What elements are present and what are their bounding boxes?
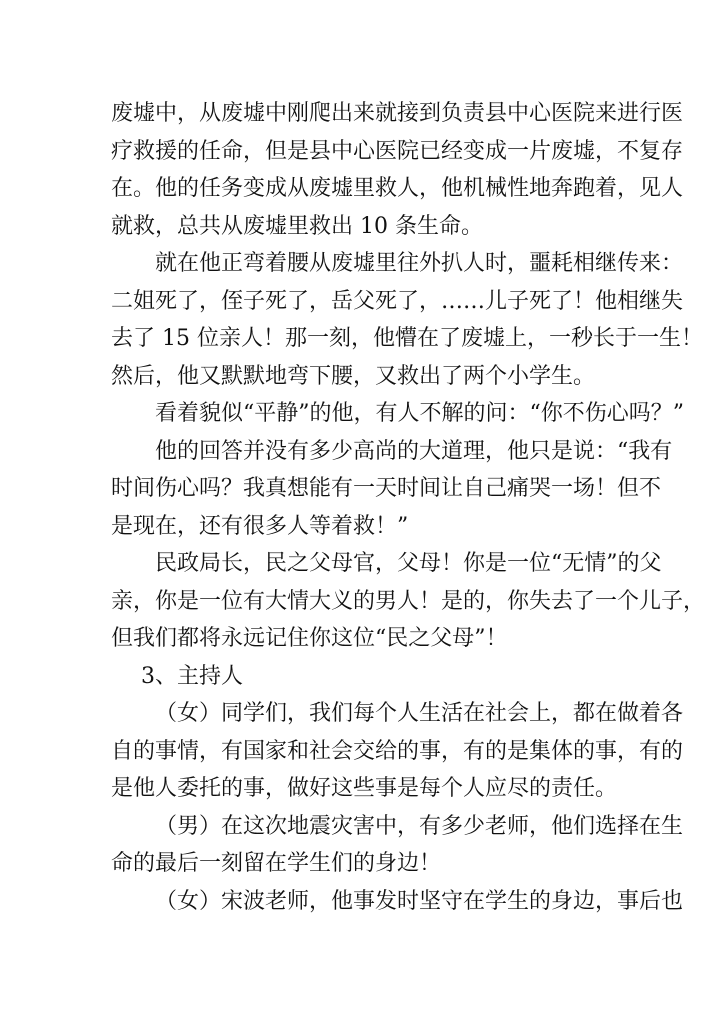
paragraph-line: （女）宋波老师，他事发时坚守在学生的身边，事后也	[155, 888, 684, 914]
paragraph-line: 废墟中，从废墟中刚爬出来就接到负责县中心医院来进行医	[111, 101, 684, 126]
paragraph-line: 就在他正弯着腰从废墟里往外扒人时，噩耗相继传来：	[155, 251, 684, 276]
paragraph-line: 二姐死了，侄子死了，岳父死了，……儿子死了！他相继失	[111, 288, 684, 314]
paragraph-line: 然后，他又默默地弯下腰，又救出了两个小学生。	[111, 363, 596, 389]
paragraph-line: 自的事情，有国家和社会交给的事，有的是集体的事，有的	[111, 738, 684, 764]
paragraph-line: 疗救援的任命，但是县中心医院已经变成一片废墟，不复存	[111, 138, 684, 164]
paragraph-line: 是他人委托的事，做好这些事是每个人应尽的责任。	[111, 776, 618, 801]
paragraph-line: 民政局长，民之父母官，父母！你是一位“无情”的父	[155, 551, 662, 576]
paragraph-line: 他的回答并没有多少高尚的大道理，他只是说：“我有	[155, 438, 673, 464]
paragraph-line: 看着貌似“平静”的他，有人不解的问：“你不伤心吗？”	[155, 401, 684, 426]
document-page	[111, 95, 706, 920]
paragraph-line: 是现在，还有很多人等着救！”	[111, 513, 409, 539]
paragraph-line: 在。他的任务变成从废墟里救人，他机械性地奔跑着，见人	[111, 176, 684, 201]
paragraph-line: 命的最后一刻留在学生们的身边！	[111, 851, 442, 876]
section-heading: 3、主持人	[141, 663, 243, 689]
paragraph-line: （女）同学们，我们每个人生活在社会上，都在做着各	[155, 701, 684, 726]
paragraph-line: 但我们都将永远记住你这位“民之父母”！	[111, 626, 508, 651]
paragraph-line: 就救，总共从废墟里救出 10 条生命。	[111, 213, 483, 239]
paragraph-line: （男）在这次地震灾害中，有多少老师，他们选择在生	[155, 813, 684, 839]
paragraph-line: 亲，你是一位有大情大义的男人！是的，你失去了一个儿子，	[111, 588, 706, 614]
paragraph-line: 去了 15 位亲人！那一刻，他懵在了废墟上，一秒长于一生！	[111, 326, 703, 351]
paragraph-line: 时间伤心吗？我真想能有一天时间让自己痛哭一场！但不	[111, 476, 662, 501]
